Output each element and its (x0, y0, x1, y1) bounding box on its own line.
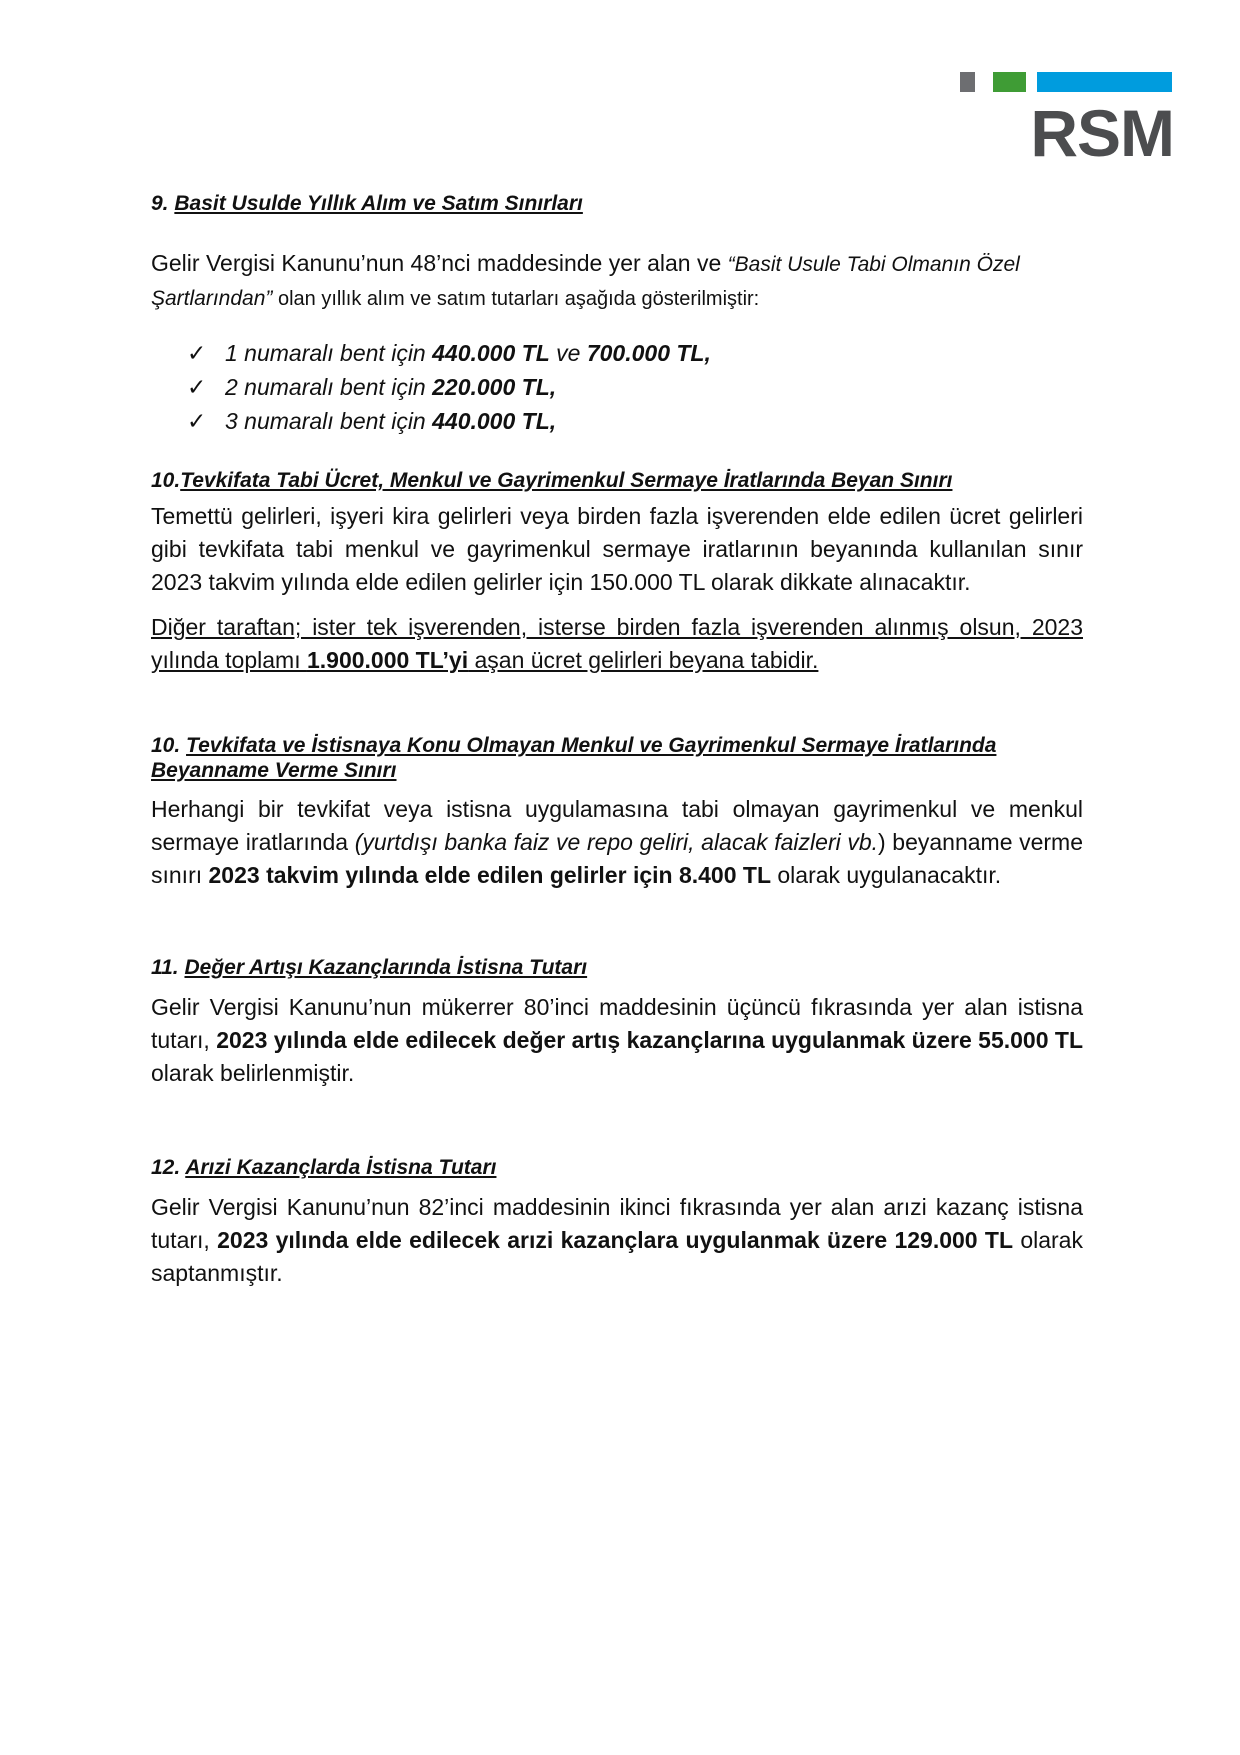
section-11-text-end: olarak belirlenmiştir. (151, 1060, 355, 1086)
section-9-number: 9. (151, 192, 175, 215)
section-11-title: Değer Artışı Kazançlarında İstisna Tutarı (184, 956, 588, 979)
section-12-heading (151, 1154, 1083, 1181)
checkmark-icon: ✓ (187, 409, 207, 435)
checkmark-icon: ✓ (187, 375, 207, 401)
list-item-value: 700.000 TL, (586, 340, 711, 366)
section-12-title: Arızi Kazançlarda İstisna Tutarı (185, 1156, 497, 1179)
section-11-amount: 2023 yılında elde edilecek değer artış kazançlarına uygulanmak üzere 55.000 TL (216, 1027, 1083, 1053)
logo-wordmark: RSM (1030, 96, 1174, 170)
section-12-paragraph (151, 1191, 1083, 1290)
section-10a-number: 10. (151, 469, 181, 492)
section-10b-limit: 2023 takvim yılında elde edilen gelirler için 8.400 TL (208, 862, 771, 888)
section-10b-text: Herhangi bir tevkifat veya istisna uygulamasına tabi olmayan gayrimenkul ve menkul sermaye iratlarında (151, 796, 1083, 855)
checkmark-icon: ✓ (187, 341, 207, 367)
list-item (187, 371, 1083, 405)
list-item-text: ve (549, 340, 587, 366)
section-11-paragraph (151, 991, 1083, 1090)
section-9-title: Basit Usulde Yıllık Alım ve Satım Sınırları (174, 192, 583, 215)
list-item-value: 440.000 TL, (432, 408, 557, 434)
section-10a-heading (151, 467, 1083, 494)
list-item-text: 1 numaralı bent için (225, 340, 433, 366)
section-12-amount: 2023 yılında elde edilecek arızi kazançlara uygulanmak üzere 129.000 TL (217, 1227, 1014, 1253)
section-10b-number: 10. (151, 734, 187, 757)
section-9-heading (151, 190, 1083, 217)
section-9-quote: “Basit Usule Tabi Olmanın Özel Şartlarından” (151, 253, 1020, 310)
section-10b-paragraph (151, 793, 1083, 892)
logo-bar-blue (1037, 72, 1172, 92)
list-item-value: 440.000 TL (432, 340, 550, 366)
section-11-heading (151, 954, 1083, 981)
section-9-limits-list (151, 337, 1083, 439)
list-item-value: 220.000 TL, (432, 374, 557, 400)
section-10b-text-mid: ) beyanname verme sınırı (151, 829, 1083, 888)
section-9-text: Gelir Vergisi Kanunu’nun 48’nci maddesinde yer alan ve (151, 250, 728, 276)
section-11-number: 11. (151, 956, 185, 979)
section-10a-title: Tevkifata Tabi Ücret, Menkul ve Gayrimenkul Sermaye İratlarında Beyan Sınırı (180, 469, 953, 492)
section-10b-examples: (yurtdışı banka faiz ve repo geliri, alacak faizleri vb. (354, 829, 879, 855)
section-10a-text-end: aşan ücret gelirleri beyana tabidir. (468, 647, 819, 673)
section-10b-title: Tevkifata ve İstisnaya Konu Olmayan Menkul ve Gayrimenkul Sermaye İratlarında Beyanname Verme Sınırı (151, 734, 997, 782)
section-9-paragraph (151, 247, 1083, 315)
list-item (187, 337, 1083, 371)
document-body (151, 190, 1083, 1290)
logo-bar-green (993, 72, 1026, 92)
section-9-text-end: olan yıllık alım ve satım tutarları aşağıda gösterilmiştir: (272, 288, 760, 310)
section-12-number: 12. (151, 1156, 186, 1179)
list-item-text: 2 numaralı bent için (225, 374, 433, 400)
rsm-logo (960, 72, 1174, 168)
logo-color-bars (960, 72, 1174, 92)
section-10a-paragraph-1: Temettü gelirleri, işyeri kira gelirleri veya birden fazla işverenden elde edilen ücret gelirleri gibi tevkifata tabi menkul ve gayrimenkul sermaye iratlarının beyanında kullanılan sınır 2023 takvim yılında elde edilen gelirler için 150.000 TL olarak dikkate alınacaktır. (151, 503, 1083, 595)
section-12-text: Gelir Vergisi Kanunu’nun 82’inci maddesinin ikinci fıkrasında yer alan arızi kazanç istisna tutarı, (151, 1194, 1083, 1253)
section-10b-heading (151, 733, 1083, 783)
list-item-text: 3 numaralı bent için (225, 408, 433, 434)
list-item (187, 405, 1083, 439)
logo-bar-gray (960, 72, 975, 92)
section-10a-paragraph-2 (151, 611, 1083, 677)
section-12-text-end: olarak saptanmıştır. (151, 1227, 1083, 1286)
section-10b-text-end: olarak uygulanacaktır. (771, 862, 1002, 888)
section-11-text: Gelir Vergisi Kanunu’nun mükerrer 80’inci maddesinin üçüncü fıkrasında yer alan istisna tutarı, (151, 994, 1083, 1053)
section-10a-amount: 1.900.000 TL’yi (306, 647, 469, 673)
section-10a-text: Diğer taraftan; ister tek işverenden, isterse birden fazla işverenden alınmış olsun, 2023 yılında toplamı (151, 614, 1083, 673)
